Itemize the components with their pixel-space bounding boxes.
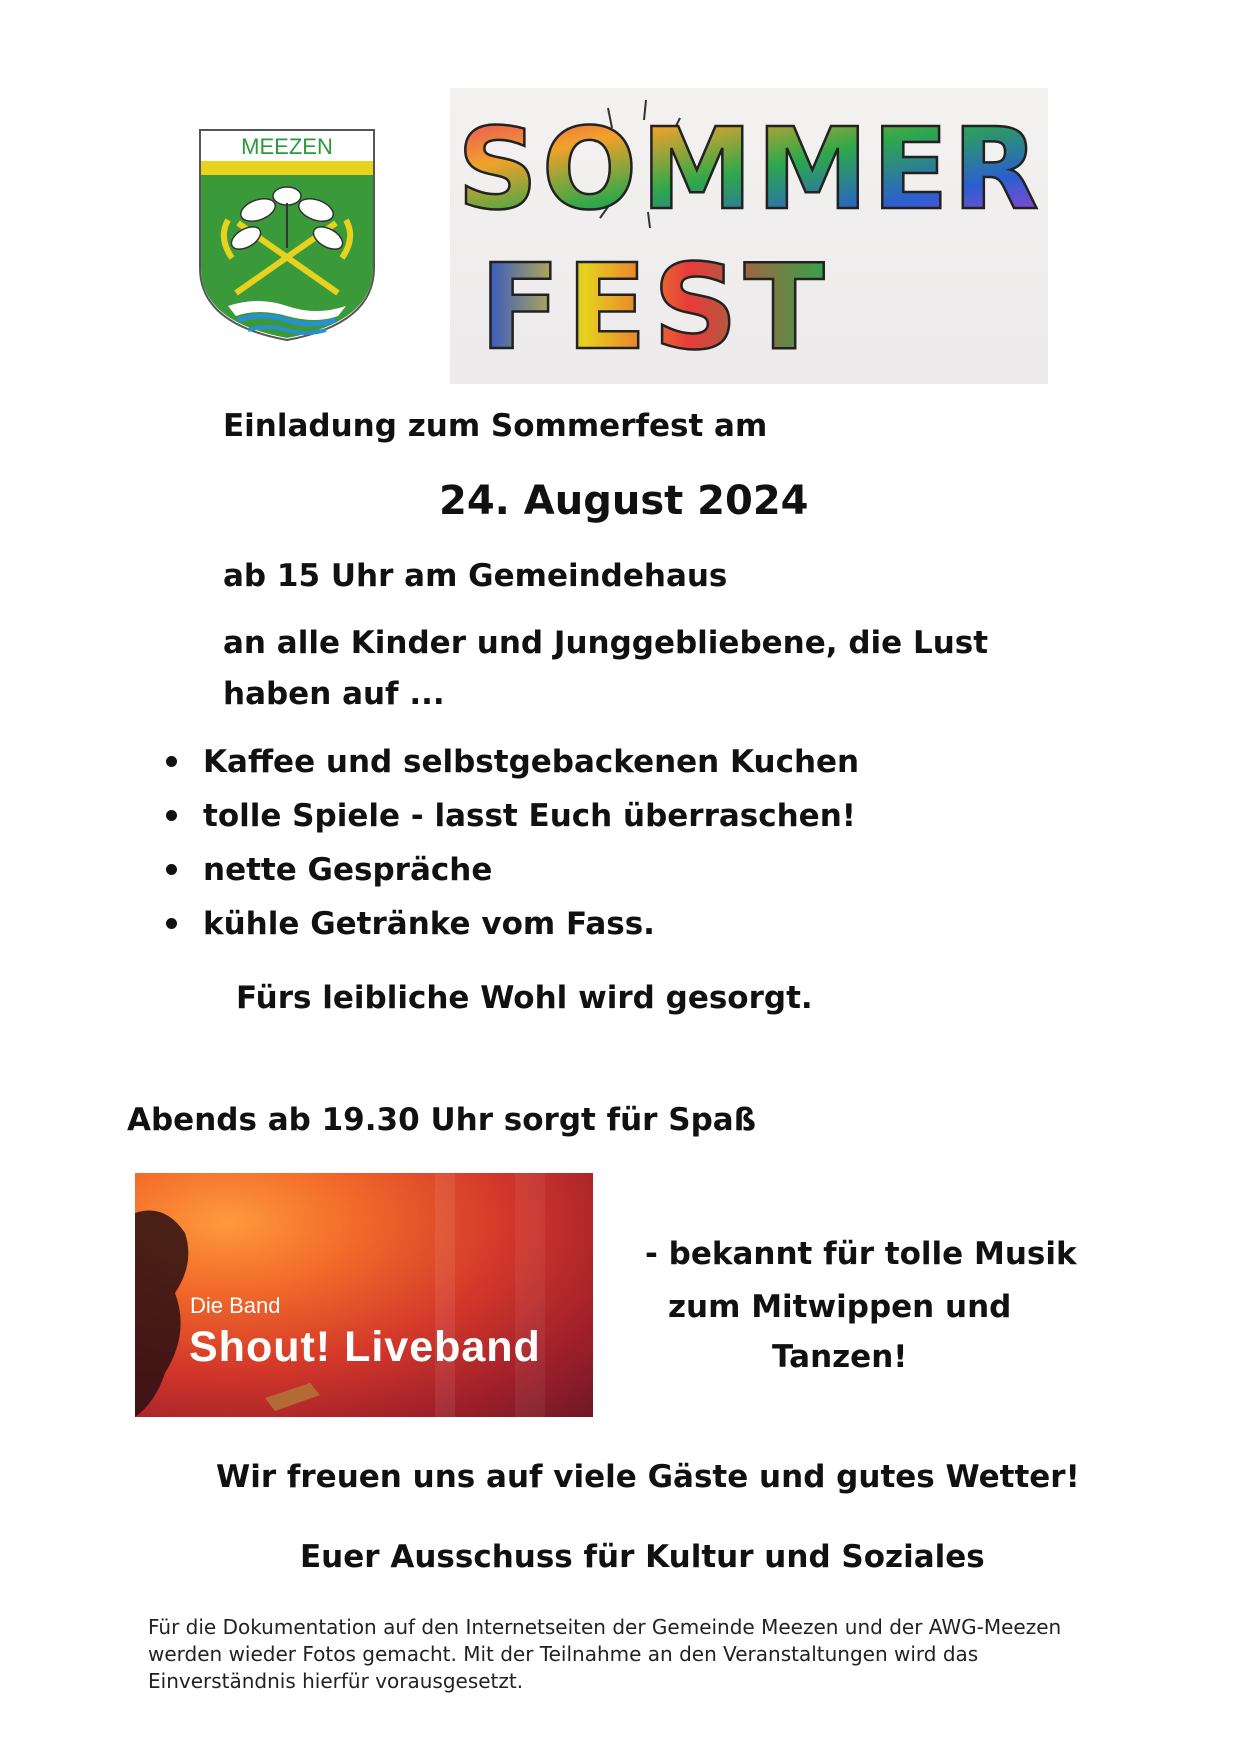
closing-message: Wir freuen uns auf viele Gäste und gutes Wetter! — [216, 1459, 1080, 1495]
bullet-icon — [166, 864, 177, 875]
footer-note — [148, 1614, 1108, 1695]
footer-line-2: werden wieder Fotos gemacht. Mit der Teilnahme an den Veranstaltungen wird das — [148, 1642, 979, 1666]
list-item: kühle Getränke vom Fass. — [160, 904, 859, 958]
banner-word-sommer: SOMMER — [457, 105, 1043, 235]
band-subtitle: Die Band — [190, 1293, 281, 1318]
band-desc-line-2: zum Mitwippen und — [668, 1289, 1012, 1325]
band-image — [135, 1173, 593, 1417]
band-desc-line-1: - bekannt für tolle Musik — [645, 1236, 1077, 1272]
bullet-icon — [166, 810, 177, 821]
band-name: Shout! Liveband — [189, 1323, 541, 1371]
municipal-crest — [198, 128, 376, 342]
sommerfest-banner — [450, 88, 1048, 384]
invitation-intro: Einladung zum Sommerfest am — [223, 408, 768, 444]
evening-heading: Abends ab 19.30 Uhr sorgt für Spaß — [127, 1102, 756, 1138]
band-desc-line-3: Tanzen! — [772, 1339, 908, 1375]
offer-list — [160, 742, 859, 958]
list-item: Kaffee und selbstgebackenen Kuchen — [160, 742, 859, 796]
bullet-icon — [166, 756, 177, 767]
banner-word-fest: FEST — [479, 238, 831, 376]
time-place: ab 15 Uhr am Gemeindehaus — [223, 558, 728, 594]
bullet-icon — [166, 918, 177, 929]
crest-label: MEEZEN — [241, 134, 333, 159]
audience-line-2: haben auf ... — [223, 676, 445, 712]
footer-line-1: Für die Dokumentation auf den Internetseiten der Gemeinde Meezen und der AWG-Meezen — [148, 1615, 1062, 1639]
event-date: 24. August 2024 — [439, 478, 809, 524]
wellbeing-note: Fürs leibliche Wohl wird gesorgt. — [236, 980, 813, 1016]
audience-line-1: an alle Kinder und Junggebliebene, die Lust — [223, 625, 989, 661]
list-item: nette Gespräche — [160, 850, 859, 904]
signature: Euer Ausschuss für Kultur und Soziales — [300, 1539, 985, 1575]
list-item: tolle Spiele - lasst Euch überraschen! — [160, 796, 859, 850]
footer-line-3: Einverständnis hierfür vorausgesetzt. — [148, 1669, 524, 1693]
